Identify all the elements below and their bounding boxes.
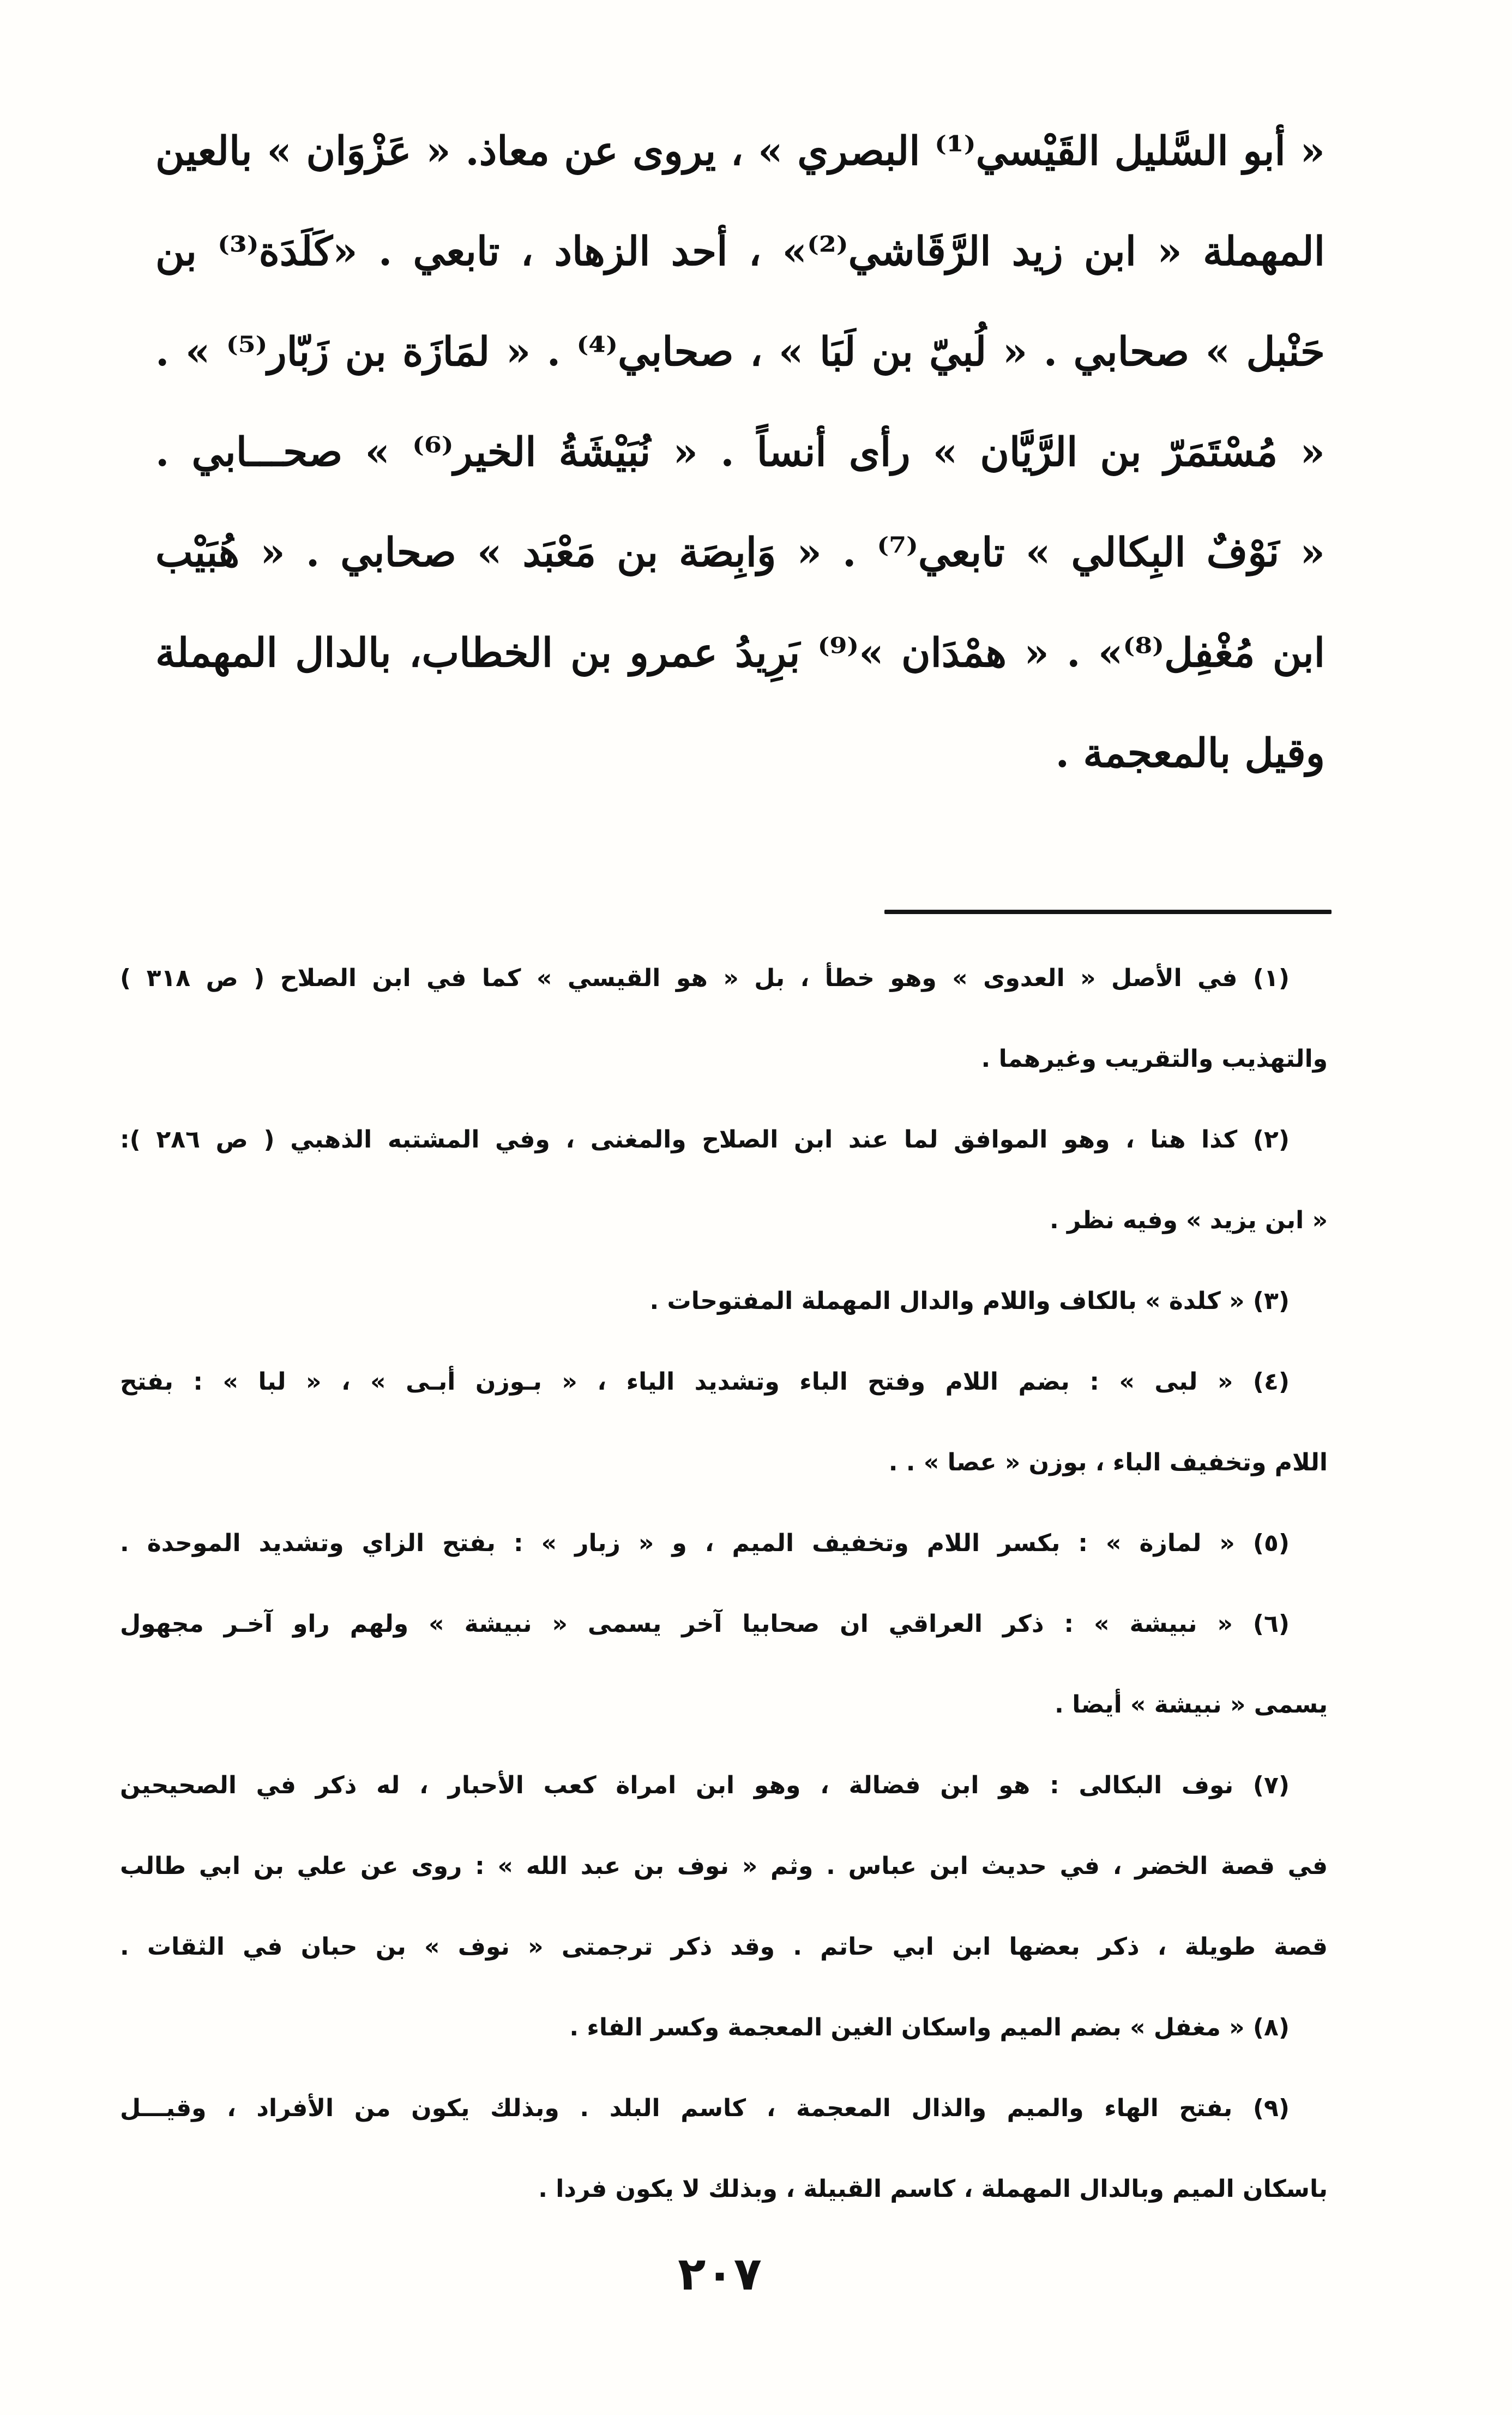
footnote-line: (٢) كذا هنا ، وهو الموافق لما عند ابن الصلاح والمغنى ، وفي المشتبه الذهبي ( ص ٢٨٦ ): [120,1126,1290,1154]
footnote-line: (٩) بفتح الهاء والميم والذال المعجمة ، كاسم البلد . وبذلك يكون من الأفراد ، وقيـــل [120,2094,1290,2122]
footnote-line: (٨) « مغفل » بضم الميم واسكان الغين المعجمة وكسر الفاء . [569,2014,1290,2041]
footnote-line: (١) في الأصل « العدوى » وهو خطأ ، بل « هو القيسي » كما في ابن الصلاح ( ص ٣١٨ ) [120,964,1290,992]
main-text-line: ابن مُغْفِل⁽⁸⁾» . « همْدَان »⁽⁹⁾ بَرِيدُ عمرو بن الخطاب، بالدال المهملة [155,629,1325,676]
footnote-line: (٣) « كلدة » بالكاف واللام والدال المهملة المفتوحات . [649,1287,1290,1315]
footnote-line: (٥) « لمازة » : بكسر اللام وتخفيف الميم ، و « زبار » : بفتح الزاي وتشديد الموحدة . [120,1529,1290,1557]
main-text-line: « مُسْتَمَرّ بن الرَّيَّان » رأى أنساً . « نُبَيْشَةُ الخير⁽⁶⁾ » صحـــابي . [155,429,1326,476]
footnote-line: « ابن يزيد » وفيه نظر . [1049,1206,1328,1234]
footnote-line: باسكان الميم وبالدال المهملة ، كاسم القبيلة ، وبذلك لا يكون فردا . [538,2175,1328,2203]
footnote-line: (٤) « لبى » : بضم اللام وفتح الباء وتشديد الياء ، « بـوزن أبـى » ، « لبا » : بفتح [120,1368,1290,1396]
footnote-line: اللام وتخفيف الباء ، بوزن « عصا » . . [888,1449,1328,1476]
footnote-line: والتهذيب والتقريب وغيرهما . [981,1045,1328,1073]
footnote-separator [884,910,1332,914]
footnote-line: (٦) « نبيشة » : ذكر العراقي ان صحابيا آخر يسمى « نبيشة » ولهم راو آخـر مجهول [120,1610,1290,1638]
main-text-line: « نَوْفٌ البِكالي » تابعي⁽⁷⁾ . « وَابِصَة بن مَعْبَد » صحابي . « هُبَيْب [155,529,1325,576]
footnote-line: قصة طويلة ، ذكر بعضها ابن ابي حاتم . وقد ذكر ترجمتى « نوف » بن حبان في الثقات . [120,1933,1328,1961]
footnote-line: يسمى « نبيشة » أيضا . [1055,1691,1328,1719]
main-text-line: « أبو السَّليل القَيْسي⁽¹⁾ البصري » ، يروى عن معاذ. « عَزْوَان » بالعين [155,128,1325,175]
footnote-line: (٧) نوف البكالى : هو ابن فضالة ، وهو ابن امراة كعب الأحبار ، له ذكر في الصحيحين [120,1771,1290,1799]
main-text-block [155,101,1325,803]
main-text-line: المهملة « ابن زيد الرَّقَاشي⁽²⁾» ، أحد الزهاد ، تابعي . «كَلَدَة⁽³⁾ بن [155,228,1326,275]
main-text-line: وقيل بالمعجمة . [1055,730,1325,777]
main-text-line: حَنْبل » صحابي . « لُبيّ بن لَبَا » ، صحابي⁽⁴⁾ . « لمَازَة بن زَبّار⁽⁵⁾ » . [155,328,1325,375]
page-number: ٢٠٧ [678,2247,762,2300]
footnotes-block [120,938,1328,2230]
footnote-line: في قصة الخضر ، في حديث ابن عباس . وثم « نوف بن عبد الله » : روى عن علي بن ابي طالب [120,1852,1328,1880]
